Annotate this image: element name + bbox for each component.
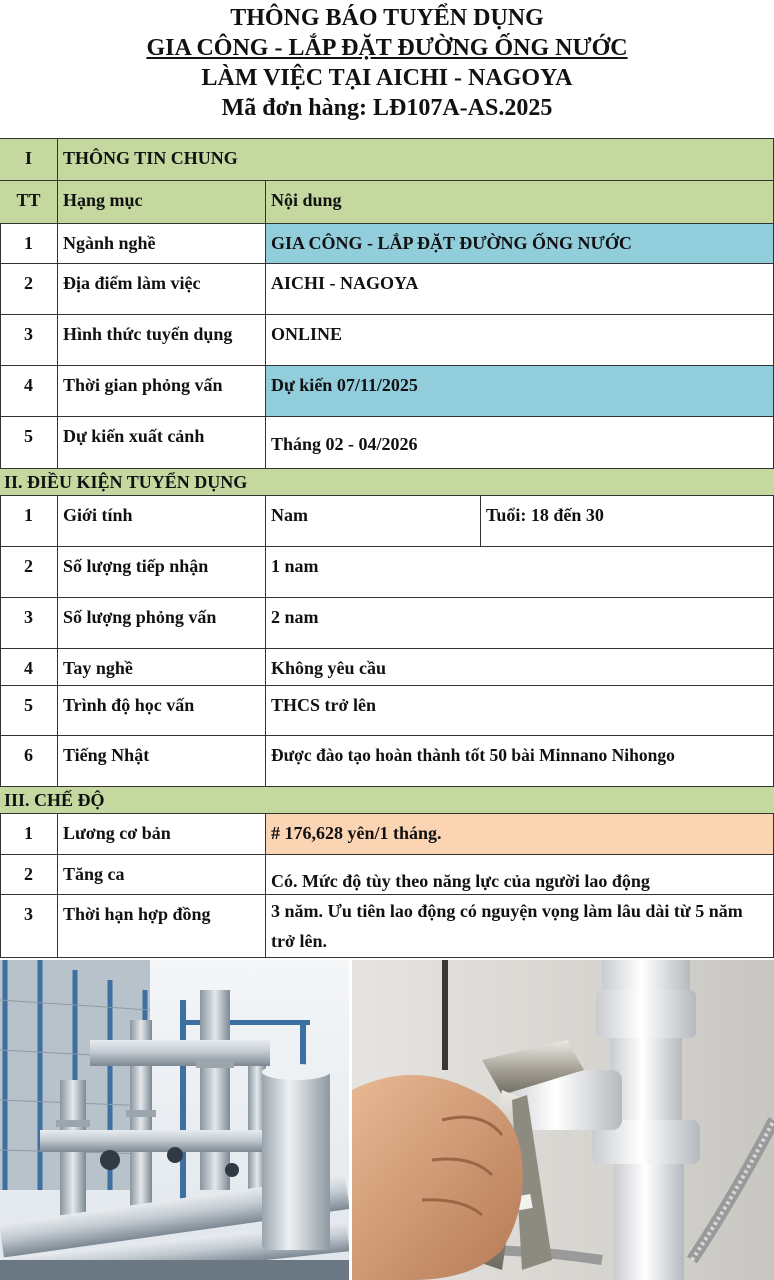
s1-row3-item: Hình thức tuyển dụng [58,315,266,366]
section1-title: THÔNG TIN CHUNG [58,139,774,181]
s2-row6-tt: 6 [0,736,58,787]
s2-row2-item: Số lượng tiếp nhận [58,547,266,598]
s2-row4-content: Không yêu cầu [266,649,774,686]
s2-row1-tt: 1 [0,496,58,547]
s3-row1-content: # 176,628 yên/1 tháng. [266,814,774,855]
plumbing-wrench-photo [352,960,774,1280]
s1-row4-tt: 4 [0,366,58,417]
s2-row5-content: THCS trở lên [266,686,774,736]
s2-row1-age: Tuổi: 18 đến 30 [481,496,774,547]
s3-row3-content: 3 năm. Ưu tiên lao động có nguyện vọng làm lâu dài từ 5 năm trở lên. [266,895,774,958]
col-header-content: Nội dung [266,181,774,224]
s1-row4-content: Dự kiến 07/11/2025 [266,366,774,417]
s2-row6-item: Tiếng Nhật [58,736,266,787]
s2-row3-item: Số lượng phỏng vấn [58,598,266,649]
col-header-item: Hạng mục [58,181,266,224]
s1-row2-item: Địa điểm làm việc [58,264,266,315]
s1-row4-item: Thời gian phỏng vấn [58,366,266,417]
s2-row1-item: Giới tính [58,496,266,547]
s1-row3-content: ONLINE [266,315,774,366]
section1-number: I [0,139,58,181]
s2-row4-tt: 4 [0,649,58,686]
col-header-tt: TT [0,181,58,224]
notice-header [0,0,774,138]
industrial-pipes-photo [0,960,349,1280]
section2-title: II. ĐIỀU KIỆN TUYỂN DỤNG [0,469,774,496]
section3-title: III. CHẾ ĐỘ [0,787,774,814]
s2-row5-item: Trình độ học vấn [58,686,266,736]
s2-row3-content: 2 nam [266,598,774,649]
order-code: Mã đơn hàng: LĐ107A-AS.2025 [221,95,553,121]
work-location-title: LÀM VIỆC TẠI AICHI - NAGOYA [201,65,573,91]
s1-row5-tt: 5 [0,417,58,469]
s2-row5-tt: 5 [0,686,58,736]
s1-row3-tt: 3 [0,315,58,366]
s1-row2-tt: 2 [0,264,58,315]
s3-row1-item: Lương cơ bản [58,814,266,855]
s2-row3-tt: 3 [0,598,58,649]
notice-title: THÔNG BÁO TUYỂN DỤNG [230,5,544,31]
s2-row2-tt: 2 [0,547,58,598]
s1-row1-tt: 1 [0,224,58,264]
job-title: GIA CÔNG - LẮP ĐẶT ĐƯỜNG ỐNG NƯỚC [146,35,628,61]
s2-row2-content: 1 nam [266,547,774,598]
s2-row6-content: Được đào tạo hoàn thành tốt 50 bài Minnano Nihongo [266,736,774,787]
s1-row5-content: Tháng 02 - 04/2026 [266,417,774,469]
s1-row1-item: Ngành nghề [58,224,266,264]
s3-row3-tt: 3 [0,895,58,958]
s1-row1-content: GIA CÔNG - LẮP ĐẶT ĐƯỜNG ỐNG NƯỚC [266,224,774,264]
s3-row2-item: Tăng ca [58,855,266,895]
s2-row4-item: Tay nghề [58,649,266,686]
s1-row5-item: Dự kiến xuất cảnh [58,417,266,469]
s1-row2-content: AICHI - NAGOYA [266,264,774,315]
s3-row3-item: Thời hạn hợp đồng [58,895,266,958]
s3-row2-tt: 2 [0,855,58,895]
s3-row1-tt: 1 [0,814,58,855]
s3-row2-content: Có. Mức độ tùy theo năng lực của người lao động [266,855,774,895]
s2-row1-content: Nam [266,496,481,547]
